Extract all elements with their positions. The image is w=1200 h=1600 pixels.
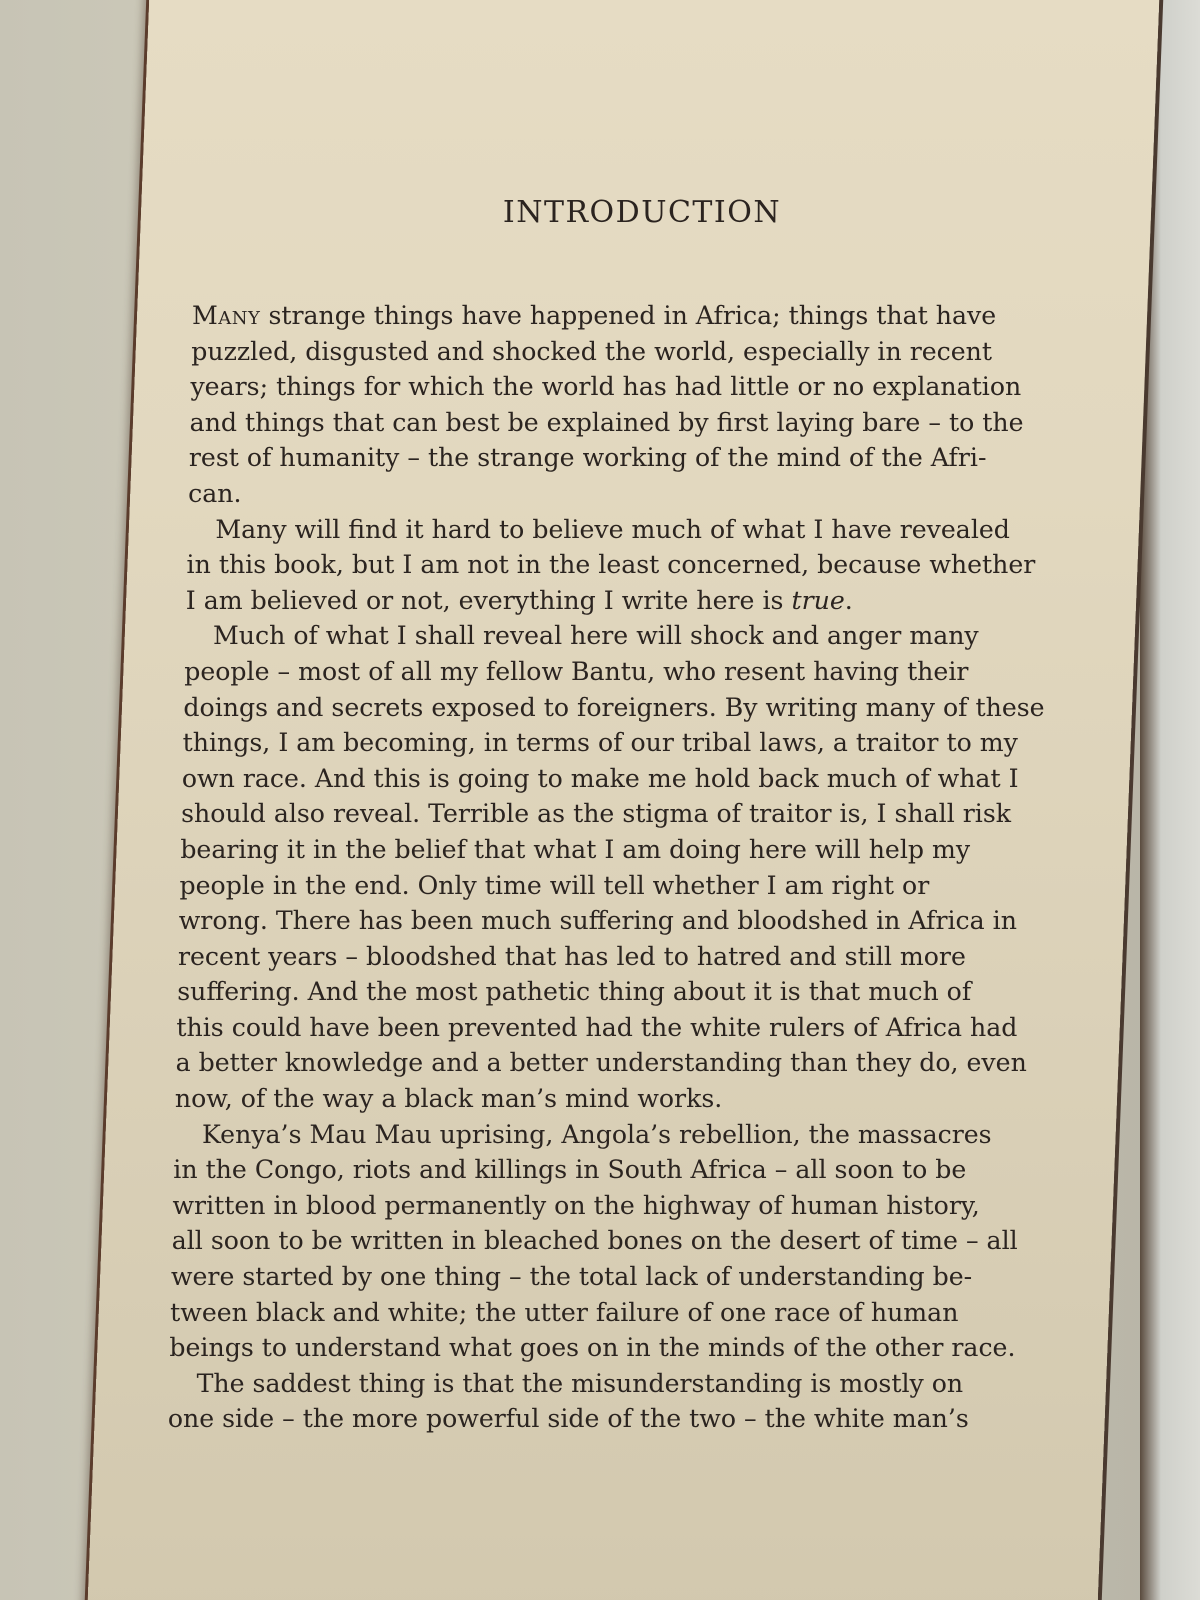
text-line — [179, 903, 1052, 939]
text-line — [176, 1010, 1052, 1046]
text-line — [173, 1188, 1053, 1224]
line-text: were started by one thing – the total lack of understanding be- — [170, 1262, 973, 1292]
text-line — [213, 618, 1052, 654]
text-line — [172, 1223, 1052, 1259]
paragraph — [169, 1117, 1052, 1366]
paragraph — [174, 618, 1052, 1116]
text-line — [171, 1259, 1052, 1295]
line-text: puzzled, disgusted and shocked the world, especially in recent — [191, 336, 993, 366]
line-tail: . — [844, 585, 853, 615]
line-text: a better knowledge and a better understanding than they do, even — [175, 1048, 1027, 1078]
line-text: I am believed or not, everything I write here is — [185, 585, 792, 615]
line-text: can. — [188, 478, 242, 508]
line-text: all soon to be written in bleached bones on the desert of time – all — [171, 1226, 1018, 1256]
line-text: bearing it in the belief that what I am doing here will help my — [180, 834, 971, 864]
text-line — [202, 1117, 1052, 1153]
text-line — [183, 690, 1052, 726]
text-line — [187, 547, 1052, 583]
text-line — [170, 1295, 1052, 1331]
text-line — [188, 476, 1052, 512]
line-text: rest of humanity – the strange working of the mind of the Afri- — [188, 443, 987, 473]
line-text: Kenya’s Mau Mau uprising, Angola’s rebellion, the massacres — [202, 1119, 992, 1149]
line-text: now, of the way a black man’s mind works. — [174, 1084, 723, 1114]
line-text: tween black and white; the utter failure of one race of human — [170, 1297, 959, 1327]
line-text: doings and secrets exposed to foreigners. By writing many of these — [183, 692, 1045, 722]
line-text: people – most of all my fellow Bantu, who resent having their — [184, 656, 969, 686]
text-line — [169, 1330, 1052, 1366]
line-text: this could have been prevented had the white rulers of Africa had — [176, 1012, 1018, 1042]
text-line — [177, 974, 1052, 1010]
text-line — [197, 1366, 1052, 1402]
page-text — [167, 195, 1052, 1437]
line-text: in the Congo, riots and killings in South Africa – all soon to be — [173, 1155, 967, 1185]
line-text: people in the end. Only time will tell whether I am right or — [179, 870, 930, 900]
lead-word: Many — [192, 301, 261, 330]
text-line — [184, 654, 1052, 690]
text-line — [183, 725, 1052, 761]
line-text: Much of what I shall reveal here will shock and anger many — [212, 621, 979, 651]
line-text: own race. And this is going to make me hold back much of what I — [181, 763, 1019, 793]
text-line — [178, 939, 1052, 975]
paragraphs — [167, 298, 1052, 1437]
line-text: recent years – bloodshed that has led to hatred and still more — [177, 941, 966, 971]
paragraph — [188, 298, 1052, 512]
line-text: beings to understand what goes on in the minds of the other race. — [169, 1333, 1016, 1363]
line-text: years; things for which the world has had little or no explanation — [190, 372, 1022, 402]
text-line — [186, 583, 1052, 619]
text-line — [181, 796, 1052, 832]
text-line — [190, 369, 1052, 405]
line-text: things, I am becoming, in terms of our tribal laws, a traitor to my — [182, 728, 1018, 758]
text-line — [180, 832, 1052, 868]
text-line — [182, 761, 1052, 797]
line-text: written in blood permanently on the highway of human history, — [172, 1190, 980, 1220]
line-text: suffering. And the most pathetic thing about it is that much of — [177, 977, 972, 1007]
text-line — [191, 334, 1052, 370]
text-line — [215, 512, 1052, 548]
chapter-title: INTRODUCTION — [502, 195, 782, 230]
line-text: in this book, but I am not in the least concerned, because whether — [186, 550, 1036, 580]
paragraph — [167, 1366, 1052, 1437]
text-line — [176, 1045, 1052, 1081]
line-text: wrong. There has been much suffering and bloodshed in Africa in — [178, 906, 1017, 936]
text-line — [175, 1081, 1052, 1117]
text-line — [192, 298, 1052, 334]
emphasis: true — [791, 585, 845, 615]
text-line — [180, 868, 1052, 904]
line-text: and things that can best be explained by first laying bare – to the — [189, 407, 1024, 437]
text-line — [190, 405, 1052, 441]
line-text: should also reveal. Terrible as the stigma of traitor is, I shall risk — [181, 799, 1012, 829]
line-text: The saddest thing is that the misunderstanding is mostly on — [196, 1368, 964, 1398]
text-line — [168, 1401, 1052, 1437]
line-text: strange things have happened in Africa; things that have — [260, 301, 997, 330]
line-text: one side – the more powerful side of the two – the white man’s — [167, 1404, 969, 1434]
text-line — [173, 1152, 1052, 1188]
text-line — [189, 440, 1052, 476]
line-text: Many will find it hard to believe much of what I have revealed — [215, 514, 1010, 544]
paragraph — [185, 512, 1052, 619]
